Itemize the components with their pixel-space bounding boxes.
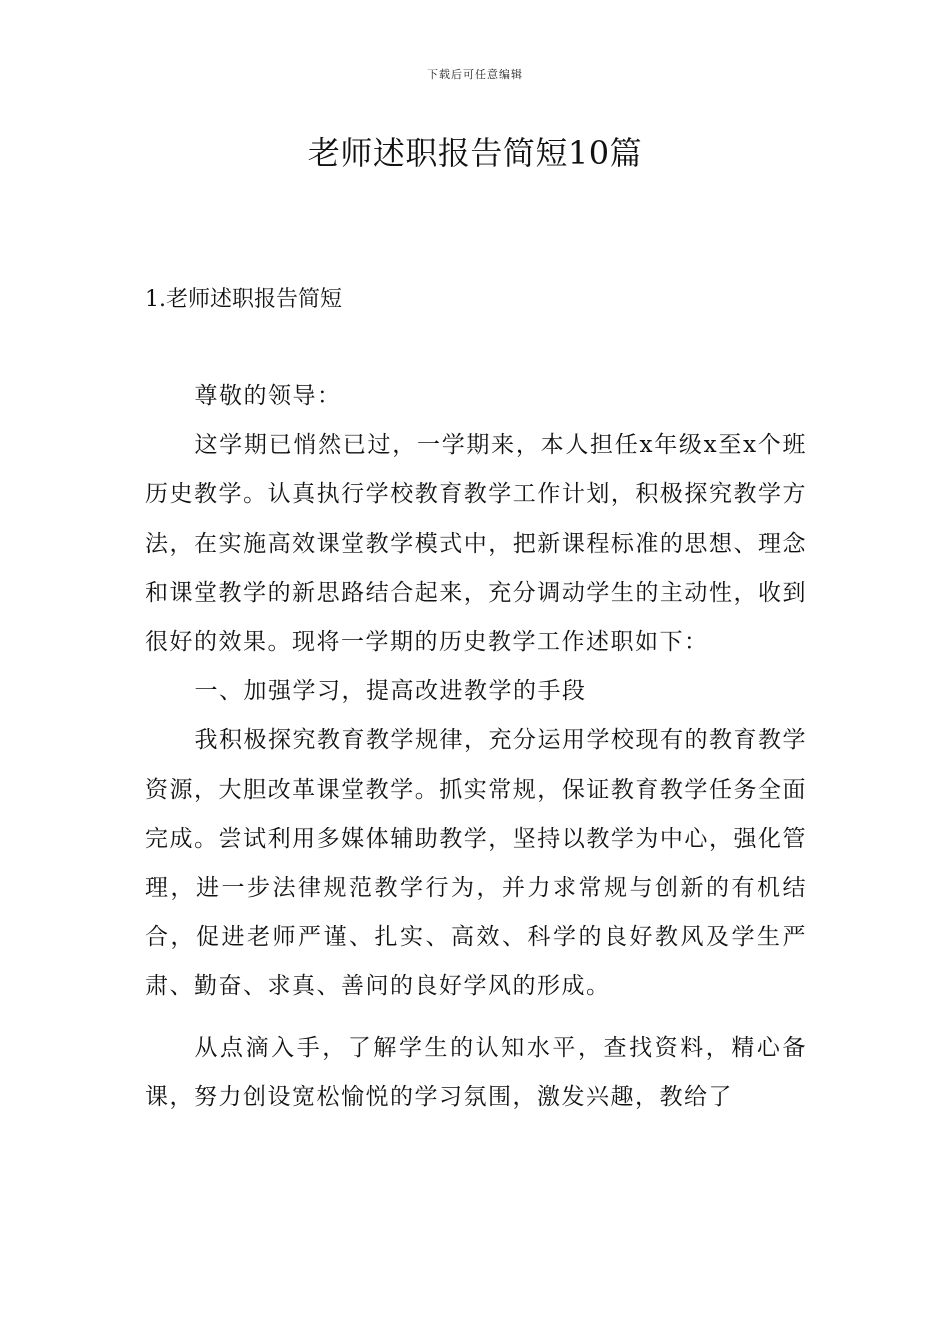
section-heading: 1.老师述职报告简短	[145, 287, 342, 312]
body-paragraph: 我积极探究教育教学规律，充分运用学校现有的教育教学资源，大胆改革课堂教学。抓实常规，保证教育教学任务全面完成。尝试利用多媒体辅助教学，坚持以教学为中心，强化管理，进一步法律规范教学行为，并力求常规与创新的有机结合，促进老师严谨、扎实、高效、科学的良好教风及学生严肃、勤奋、求真、善问的良好学风的形成。	[145, 727, 807, 1000]
salutation-paragraph: 尊敬的领导：	[194, 383, 342, 409]
body-paragraph: 从点滴入手，了解学生的认知水平，查找资料，精心备课，努力创设宽松愉悦的学习氛围，激发兴趣，教给了	[145, 1034, 807, 1110]
document-title: 老师述职报告简短10篇	[307, 134, 643, 172]
subheading-paragraph: 一、加强学习，提高改进教学的手段	[194, 678, 587, 705]
header-note: 下载后可任意编辑	[427, 68, 523, 81]
body-paragraph: 这学期已悄然已过，一学期来，本人担任x年级x至x个班历史教学。认真执行学校教育教学工作计划，积极探究教学方法，在实施高效课堂教学模式中，把新课程标准的思想、理念和课堂教学的新思路结合起来，充分调动学生的主动性，收到很好的效果。现将一学期的历史教学工作述职如下：	[145, 432, 807, 656]
document-body	[145, 372, 807, 1122]
